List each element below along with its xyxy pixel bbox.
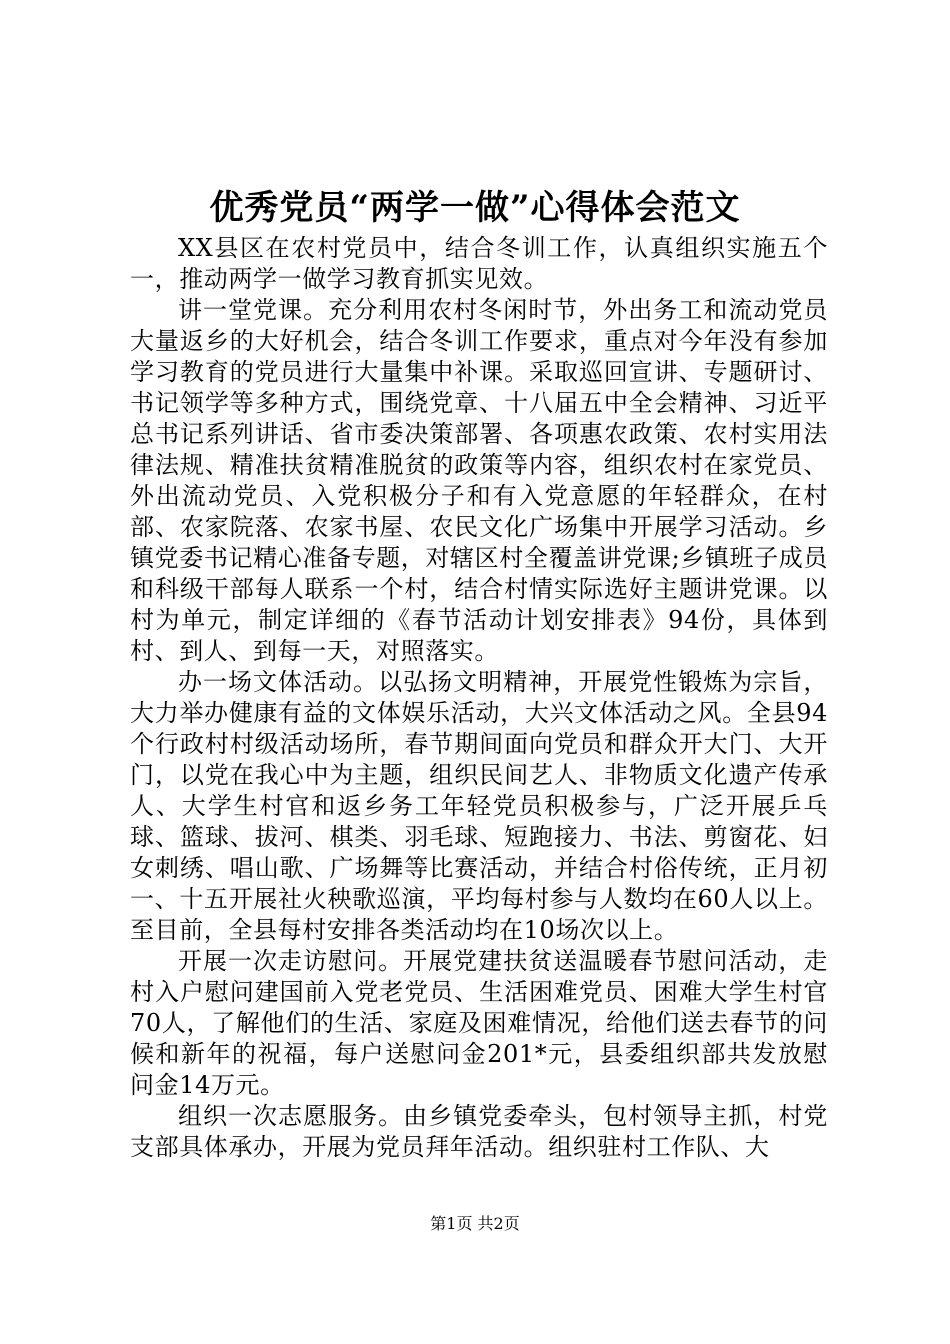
page-number-footer: 第1页 共2页 xyxy=(430,1214,520,1233)
document-title: 优秀党员“两学一做”心得体会范文 xyxy=(209,188,741,228)
paragraph-visit-condolence: 开展一次走访慰问。开展党建扶贫送温暖春节慰问活动，走村入户慰问建国前入党老党员、生活困难党员、困难大学生村官70人，了解他们的生活、家庭及困难情况，给他们送去春节的问候和新年的祝福，每户送慰问金201*元，县委组织部共发放慰问金14万元。 xyxy=(130,947,828,1099)
paragraph-party-lecture: 讲一堂党课。充分利用农村冬闲时节，外出务工和流动党员大量返乡的大好机会，结合冬训工作要求，重点对今年没有参加学习教育的党员进行大量集中补课。采取巡回宣讲、专题研讨、书记领学等多种方式，围绕党章、十八届五中全会精神、习近平总书记系列讲话、省市委决策部署、各项惠农政策、农村实用法律法规、精准扶贫精准脱贫的政策等内容，组织农村在家党员、外出流动党员、入党积极分子和有入党意愿的年轻群众，在村部、农家院落、农家书屋、农民文化广场集中开展学习活动。乡镇党委书记精心准备专题，对辖区村全覆盖讲党课;乡镇班子成员和科级干部每人联系一个村，结合村情实际选好主题讲党课。以村为单元，制定详细的《春节活动计划安排表》94份，具体到村、到人、到每一天，对照落实。 xyxy=(130,296,828,665)
paragraph-volunteer-service: 组织一次志愿服务。由乡镇党委牵头，包村领导主抓，村党支部具体承办，开展为党员拜年活动。组织驻村工作队、大 xyxy=(130,1102,828,1161)
paragraph-intro: XX县区在农村党员中，结合冬训工作，认真组织实施五个一，推动两学一做学习教育抓实见效。 xyxy=(130,234,828,293)
paragraph-cultural-activity: 办一场文体活动。以弘扬文明精神，开展党性锻炼为宗旨，大力举办健康有益的文体娱乐活动，大兴文体活动之风。全县94个行政村村级活动场所，春节期间面向党员和群众开大门、大开门，以党在我心中为主题，组织民间艺人、非物质文化遗产传承人、大学生村官和返乡务工年轻党员积极参与，广泛开展乒乓球、篮球、拔河、棋类、羽毛球、短跑接力、书法、剪窗花、妇女刺绣、唱山歌、广场舞等比赛活动，并结合村俗传统，正月初一、十五开展社火秧歌巡演，平均每村参与人数均在60人以上。至目前，全县每村安排各类活动均在10场次以上。 xyxy=(130,668,828,944)
document-body xyxy=(130,233,828,1163)
